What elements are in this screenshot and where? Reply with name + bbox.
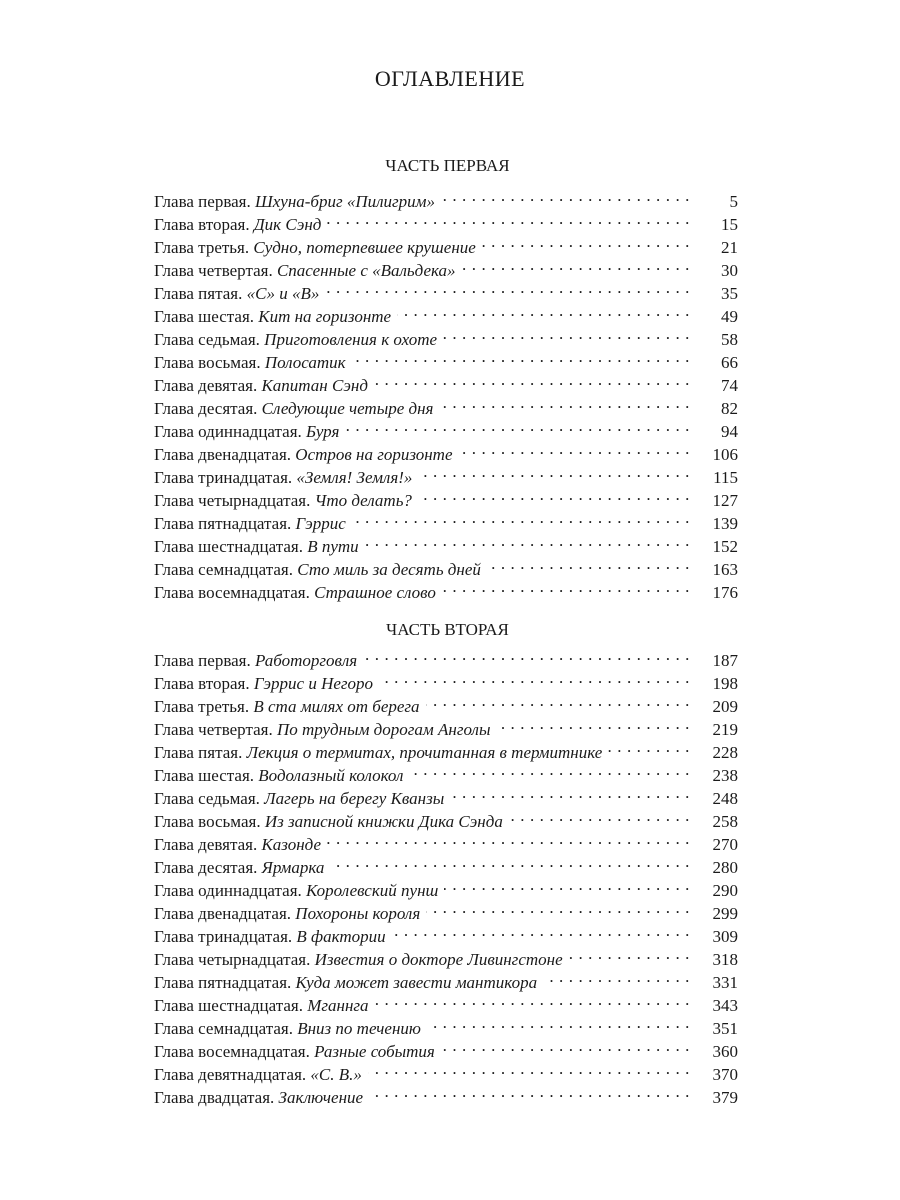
chapter-label: Глава тринадцатая.	[154, 927, 293, 946]
chapter-title: В пути	[307, 537, 359, 556]
page-number: 360	[712, 1042, 738, 1061]
part-2-title: ЧАСТЬ ВТОРАЯ	[386, 620, 509, 639]
dot-leader	[442, 575, 690, 598]
chapter-label: Глава одиннадцатая.	[154, 422, 302, 441]
chapter-title: Приготовления к охоте	[264, 330, 438, 349]
dot-leader	[459, 437, 690, 460]
page-number: 379	[712, 1088, 738, 1107]
page-number: 94	[721, 422, 738, 441]
chapter-title: Сто миль за десять дней	[297, 560, 481, 579]
chapter-title: Похороны короля	[295, 904, 421, 923]
chapter-title: Мганнга	[307, 996, 369, 1015]
chapter-label: Глава восемнадцатая.	[154, 583, 310, 602]
chapter-title: Полосатик	[264, 353, 346, 372]
chapter-label: Глава седьмая.	[154, 330, 260, 349]
part-1-chapter-list	[154, 184, 738, 602]
chapter-label: Глава пятнадцатая.	[154, 514, 292, 533]
dot-leader	[487, 552, 690, 575]
dot-leader	[462, 253, 690, 276]
page-number: 82	[721, 399, 738, 418]
dot-leader	[482, 230, 690, 253]
chapter-title: По трудным дорогам Анголы	[276, 720, 491, 739]
page-number: 318	[712, 950, 738, 969]
page-number: 30	[721, 261, 738, 280]
chapter-title: Остров на горизонте	[295, 445, 453, 464]
page-number: 270	[712, 835, 738, 854]
dot-leader	[365, 529, 690, 552]
chapter-label: Глава тринадцатая.	[154, 468, 293, 487]
dot-leader	[426, 896, 690, 919]
chapter-title: «Земля! Земля!»	[296, 468, 413, 487]
page-number: 258	[712, 812, 738, 831]
dot-leader	[509, 804, 690, 827]
part-1-title: ЧАСТЬ ПЕРВАЯ	[385, 156, 510, 175]
page-number: 280	[712, 858, 738, 877]
page-number: 187	[712, 651, 738, 670]
chapter-title: Капитан Сэнд	[261, 376, 368, 395]
dot-leader	[397, 299, 690, 322]
page-number: 343	[712, 996, 738, 1015]
dot-leader	[327, 207, 690, 230]
dot-leader	[427, 1011, 690, 1034]
dot-leader	[418, 483, 690, 506]
chapter-title: Куда может завести мантикора	[295, 973, 538, 992]
chapter-label: Глава шестая.	[154, 307, 255, 326]
chapter-title: Из записной книжки Дика Сэнда	[264, 812, 503, 831]
page-number: 74	[721, 376, 738, 395]
chapter-title: Страшное слово	[314, 583, 436, 602]
page-number: 21	[721, 238, 738, 257]
chapter-title: Спасенные с «Вальдека»	[276, 261, 456, 280]
page-number: 290	[712, 881, 738, 900]
chapter-title: Заключение	[278, 1088, 364, 1107]
dot-leader	[352, 506, 690, 529]
page-number: 309	[712, 927, 738, 946]
toc-entry	[154, 643, 738, 670]
dot-leader	[327, 827, 690, 850]
dot-leader	[379, 666, 690, 689]
chapter-title: Судно, потерпевшее крушение	[253, 238, 476, 257]
chapter-title: Следующие четыре дня	[261, 399, 434, 418]
dot-leader	[443, 322, 690, 345]
page-number: 228	[712, 743, 738, 762]
dot-leader	[418, 460, 690, 483]
chapter-label: Глава седьмая.	[154, 789, 260, 808]
dot-leader	[368, 1057, 690, 1080]
chapter-label: Глава первая.	[154, 651, 251, 670]
page-number: 49	[721, 307, 738, 326]
chapter-title: Работорговля	[255, 651, 358, 670]
part-2-chapter-list	[154, 643, 738, 1107]
chapter-title: Шхуна-бриг «Пилигрим»	[255, 192, 436, 211]
chapter-label: Глава восемнадцатая.	[154, 1042, 310, 1061]
page-number: 209	[712, 697, 738, 716]
chapter-label: Глава одиннадцатая.	[154, 881, 302, 900]
chapter-title: Лекция о термитах, прочитанная в термитнике	[246, 743, 603, 762]
chapter-title: В ста милях от берега	[253, 697, 420, 716]
chapter-label: Глава четырнадцатая.	[154, 950, 311, 969]
chapter-title: Разные события	[314, 1042, 435, 1061]
dot-leader	[409, 758, 690, 781]
chapter-label: Глава первая.	[154, 192, 251, 211]
dot-leader	[426, 689, 690, 712]
page-number: 351	[712, 1019, 738, 1038]
page-number: 5	[729, 192, 738, 211]
chapter-title: Водолазный колокол	[258, 766, 404, 785]
page-number: 248	[712, 789, 738, 808]
chapter-label: Глава пятая.	[154, 743, 243, 762]
chapter-label: Глава девятнадцатая.	[154, 1065, 307, 1084]
chapter-title: Гэррис	[295, 514, 346, 533]
page-number: 115	[713, 468, 738, 487]
page-number: 15	[721, 215, 738, 234]
dot-leader	[439, 391, 690, 414]
chapter-label: Глава третья.	[154, 697, 250, 716]
chapter-title: Что делать?	[314, 491, 412, 510]
page-number: 139	[712, 514, 738, 533]
chapter-title: Вниз по течению	[297, 1019, 421, 1038]
dot-leader	[450, 781, 690, 804]
dot-leader	[363, 643, 690, 666]
chapter-label: Глава девятая.	[154, 835, 258, 854]
chapter-label: Глава вторая.	[154, 215, 250, 234]
dot-leader	[444, 873, 690, 896]
chapter-label: Глава шестнадцатая.	[154, 537, 303, 556]
dot-leader	[608, 735, 690, 758]
chapter-title: В фактории	[296, 927, 386, 946]
chapter-label: Глава двадцатая.	[154, 1088, 275, 1107]
chapter-label: Глава четырнадцатая.	[154, 491, 311, 510]
toc-entry	[154, 184, 738, 211]
page-number: 66	[721, 353, 738, 372]
chapter-label: Глава двенадцатая.	[154, 904, 292, 923]
page-number: 163	[712, 560, 738, 579]
page-number: 152	[712, 537, 738, 556]
chapter-title: Дик Сэнд	[253, 215, 322, 234]
chapter-title: Кит на горизонте	[258, 307, 392, 326]
chapter-title: Казонде	[261, 835, 321, 854]
chapter-label: Глава четвертая.	[154, 261, 273, 280]
chapter-title: «С» и «В»	[246, 284, 320, 303]
chapter-label: Глава семнадцатая.	[154, 560, 293, 579]
chapter-label: Глава десятая.	[154, 399, 258, 418]
chapter-title: Буря	[306, 422, 340, 441]
chapter-label: Глава восьмая.	[154, 353, 261, 372]
dot-leader	[375, 988, 690, 1011]
chapter-label: Глава семнадцатая.	[154, 1019, 293, 1038]
chapter-label: Глава девятая.	[154, 376, 258, 395]
chapter-label: Глава шестая.	[154, 766, 255, 785]
dot-leader	[369, 1080, 690, 1103]
dot-leader	[325, 276, 690, 299]
chapter-title: Ярмарка	[261, 858, 325, 877]
dot-leader	[345, 414, 690, 437]
page-number: 35	[721, 284, 738, 303]
chapter-label: Глава шестнадцатая.	[154, 996, 303, 1015]
dot-leader	[392, 919, 690, 942]
chapter-title: Королевский пунш	[306, 881, 439, 900]
dot-leader	[330, 850, 690, 873]
dot-leader	[569, 942, 690, 965]
dot-leader	[441, 184, 690, 207]
page-title: ОГЛАВЛЕНИЕ	[374, 66, 526, 91]
page-number: 299	[712, 904, 738, 923]
dot-leader	[441, 1034, 690, 1057]
dot-leader	[543, 965, 690, 988]
page-number: 58	[721, 330, 738, 349]
chapter-title: Гэррис и Негоро	[253, 674, 374, 693]
page-number: 127	[712, 491, 738, 510]
page-number: 176	[712, 583, 738, 602]
chapter-label: Глава пятая.	[154, 284, 243, 303]
page-number: 238	[712, 766, 738, 785]
chapter-label: Глава двенадцатая.	[154, 445, 292, 464]
chapter-title: «С. В.»	[310, 1065, 362, 1084]
page-number: 331	[712, 973, 738, 992]
chapter-label: Глава пятнадцатая.	[154, 973, 292, 992]
chapter-label: Глава третья.	[154, 238, 250, 257]
chapter-label: Глава десятая.	[154, 858, 258, 877]
chapter-title: Известия о докторе Ливингстоне	[314, 950, 563, 969]
dot-leader	[496, 712, 690, 735]
chapter-title: Лагерь на берегу Кванзы	[264, 789, 445, 808]
page-number: 219	[712, 720, 738, 739]
chapter-label: Глава восьмая.	[154, 812, 261, 831]
dot-leader	[352, 345, 690, 368]
page-number: 198	[712, 674, 738, 693]
dot-leader	[374, 368, 690, 391]
chapter-label: Глава вторая.	[154, 674, 250, 693]
page-number: 106	[712, 445, 738, 464]
chapter-label: Глава четвертая.	[154, 720, 273, 739]
page-number: 370	[712, 1065, 738, 1084]
